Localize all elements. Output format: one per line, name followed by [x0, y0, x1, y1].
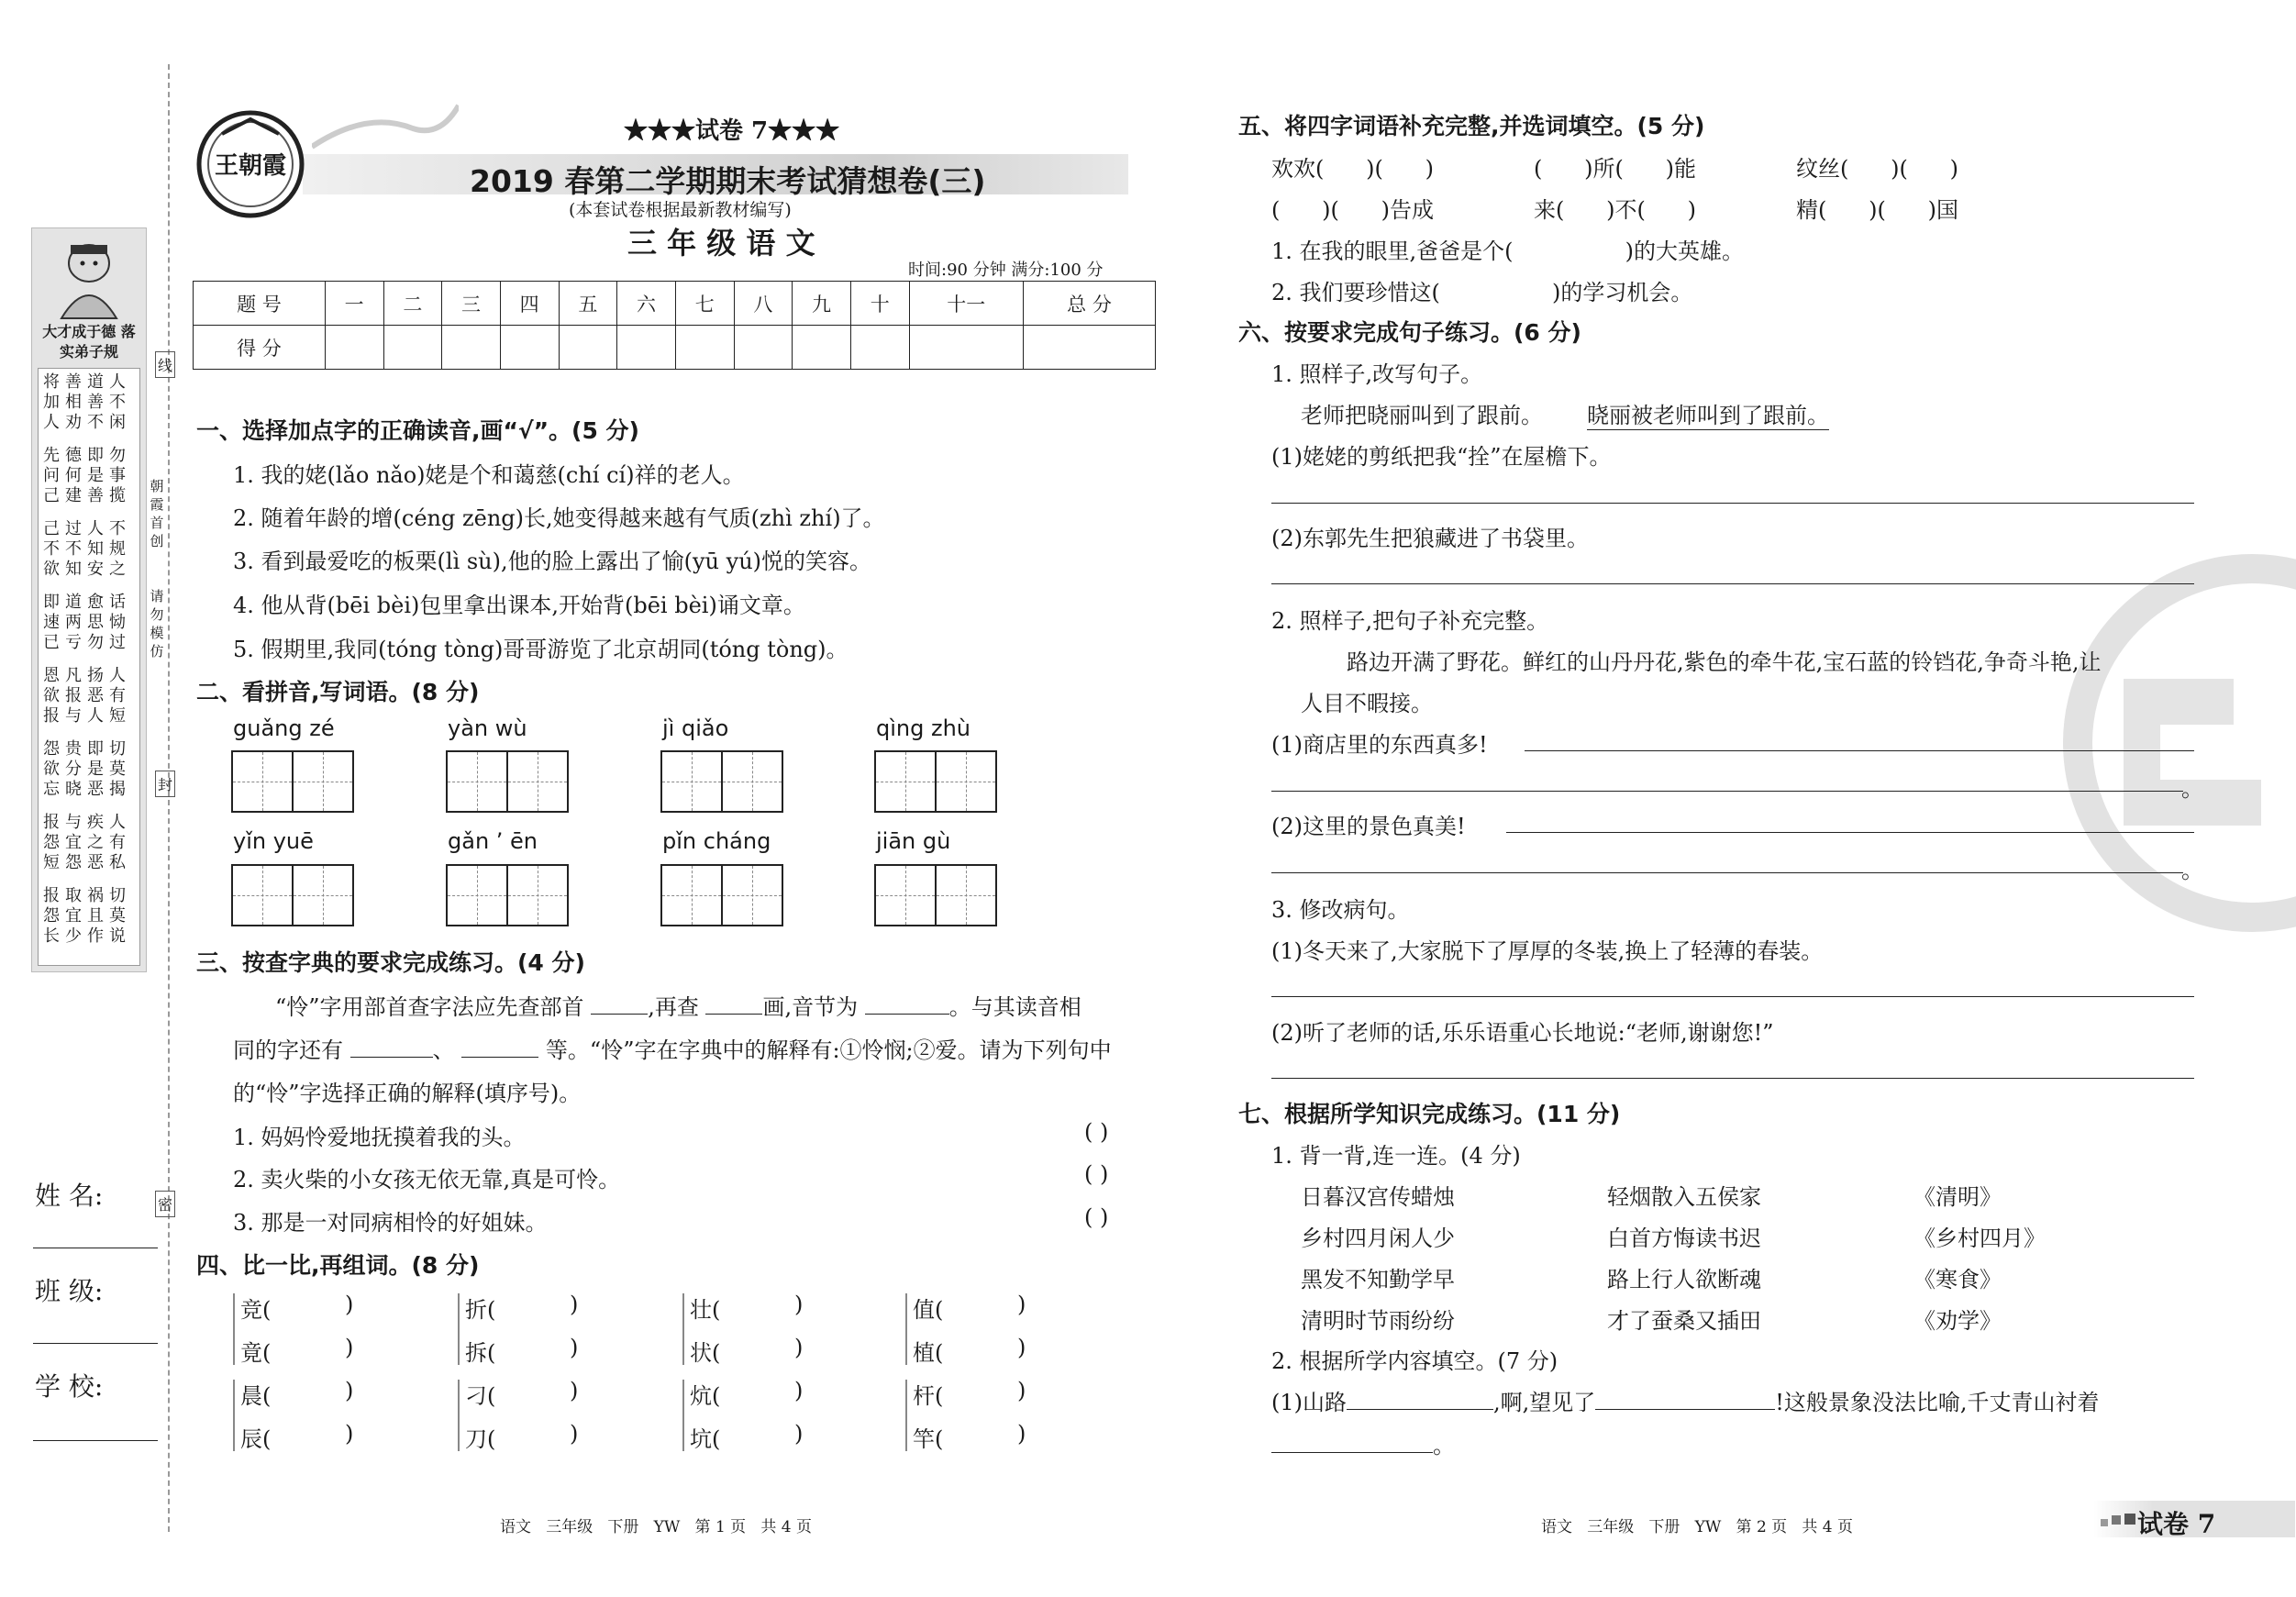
s3-answer-2[interactable]: ( ) — [1084, 1161, 1109, 1187]
score-header-cell: 八 — [734, 282, 793, 326]
s7-text: 。 — [1433, 1433, 1455, 1458]
s6-answer-line-4[interactable] — [1271, 791, 2183, 792]
pinyin-label: pǐn cháng — [662, 828, 771, 854]
score-header-cell: 题 号 — [194, 282, 326, 326]
score-cell[interactable] — [383, 326, 442, 370]
s6-answer-line-3[interactable] — [1525, 750, 2194, 751]
s3-answer-1[interactable]: ( ) — [1084, 1119, 1109, 1145]
rules-column: 疾 之 恶 — [87, 813, 104, 872]
character-box[interactable] — [874, 750, 937, 813]
section6-title: 六、按要求完成句子练习。(6 分) — [1238, 319, 1581, 346]
word-prompt: 晨( — [240, 1383, 272, 1409]
poem-line[interactable]: 路上行人欲断魂 — [1607, 1267, 1761, 1292]
time-score: 时间:90 分钟 满分:100 分 — [908, 261, 1104, 280]
character-box[interactable] — [292, 750, 354, 813]
s7-q1: 1. 背一背,连一连。(4 分) — [1271, 1143, 1521, 1169]
character-box[interactable] — [935, 750, 997, 813]
word-prompt: 辰( — [240, 1426, 272, 1452]
s3-item-1: 1. 妈妈怜爱地抚摸着我的头。 — [233, 1125, 526, 1150]
section7-title: 七、根据所学知识完成练习。(11 分) — [1238, 1101, 1621, 1127]
cut-mark-secret: 密 — [155, 1191, 175, 1217]
score-table — [193, 281, 1156, 370]
strokes-blank[interactable] — [705, 1014, 762, 1015]
score-cell[interactable] — [734, 326, 793, 370]
rules-column: 取 宜 少 — [65, 886, 82, 946]
word-answer-close[interactable]: ) — [345, 1292, 354, 1317]
rules-column: 将 加 人 — [43, 372, 60, 432]
s3-text: 。与其读音相 — [948, 994, 1081, 1020]
s7-text: !这般景象没法比喻,千丈青山衬着 — [1775, 1390, 2100, 1415]
brand-logo-text: 王朝霞 — [214, 152, 286, 180]
pinyin-label: guǎng zé — [233, 715, 335, 741]
vertical-note: 朝 霞 首 创 请 勿 模 仿 — [150, 478, 164, 660]
score-row-label: 得 分 — [194, 326, 326, 370]
s7-text: ,啊,望见了 — [1493, 1390, 1596, 1415]
s3-text: 、 — [432, 1037, 455, 1063]
footer-right: 语文 三年级 下册 YW 第 2 页 共 4 页 — [1541, 1518, 1853, 1536]
s1-item-4: 4. 他从背(bēi bèi)包里拿出课本,开始背(bēi bèi)诵文章。 — [233, 593, 805, 618]
word-answer-close[interactable]: ) — [794, 1335, 804, 1360]
grade-subject: 三 年 级 语 文 — [627, 226, 815, 261]
poem-line[interactable]: 日暮汉宫传蜡烛 — [1301, 1184, 1455, 1210]
score-header-cell: 七 — [675, 282, 734, 326]
score-cell[interactable] — [559, 326, 617, 370]
pinyin-label: jì qiǎo — [662, 715, 729, 741]
s6-end-mark: 。 — [2181, 858, 2203, 883]
s6-answer-line-5[interactable] — [1506, 832, 2194, 833]
word-answer-close[interactable]: ) — [1017, 1292, 1026, 1317]
poem-title[interactable]: 《寒食》 — [1913, 1267, 2002, 1292]
exam-subtitle: (本套试卷根据最新教材编写) — [569, 200, 792, 220]
exam-title: 2019 春第二学期期末考试猜想卷(三) — [470, 163, 986, 199]
word-prompt: 杆( — [913, 1383, 944, 1409]
score-cell[interactable] — [1024, 326, 1156, 370]
score-cell[interactable] — [442, 326, 501, 370]
s5-idiom-6: 精( )( )国 — [1796, 197, 1958, 223]
character-box[interactable] — [721, 750, 783, 813]
score-cell[interactable] — [909, 326, 1023, 370]
s1-item-1: 1. 我的姥(lǎo nǎo)姥是个和蔼慈(chí cí)祥的老人。 — [233, 462, 745, 488]
score-header-cell: 一 — [325, 282, 383, 326]
s3-item-3: 3. 那是一对同病相怜的好姐妹。 — [233, 1210, 548, 1236]
s5-idiom-5: 来( )不( ) — [1534, 197, 1696, 223]
word-answer-close[interactable]: ) — [1017, 1378, 1026, 1403]
poem-title[interactable]: 《劝学》 — [1913, 1308, 2002, 1334]
ribbon-decoration — [312, 101, 459, 156]
badge-decoration — [2101, 1512, 2135, 1536]
s6-q3b: (2)听了老师的话,乐乐语重心长地说:“老师,谢谢您!” — [1271, 1020, 1774, 1046]
word-prompt: 刀( — [465, 1426, 496, 1452]
character-box[interactable] — [231, 750, 294, 813]
s3-text: 同的字还有 — [233, 1037, 343, 1063]
word-answer-close[interactable]: ) — [570, 1292, 579, 1317]
score-cell[interactable] — [325, 326, 383, 370]
rules-column: 勿 事 揽 — [109, 446, 126, 505]
word-answer-close[interactable]: ) — [794, 1292, 804, 1317]
pinyin-label: yǐn yuē — [233, 828, 314, 854]
score-header-cell: 四 — [500, 282, 559, 326]
s5-item-1: 1. 在我的眼里,爸爸是个( )的大英雄。 — [1271, 238, 1744, 264]
homophone-blank-2[interactable] — [461, 1057, 538, 1058]
word-prompt: 刁( — [465, 1383, 496, 1409]
radical-blank[interactable] — [591, 1014, 648, 1015]
rules-column: 与 宜 怨 — [65, 813, 82, 872]
word-prompt: 状( — [690, 1340, 721, 1366]
watermark-stamp — [2023, 550, 2296, 936]
word-prompt: 炕( — [690, 1383, 721, 1409]
s7-q2: 2. 根据所学内容填空。(7 分) — [1271, 1348, 1558, 1374]
rules-column: 祸 且 作 — [87, 886, 104, 946]
word-answer-close[interactable]: ) — [1017, 1421, 1026, 1447]
s5-idiom-1: 欢欢( )( ) — [1271, 156, 1434, 182]
rules-column: 善 相 劝 — [65, 372, 82, 432]
s3-text: 画,音节为 — [762, 994, 859, 1020]
word-answer-close[interactable]: ) — [570, 1335, 579, 1360]
rules-column: 愈 思 勿 — [87, 593, 104, 652]
score-header-row — [194, 282, 1156, 326]
rules-column: 人 有 短 — [109, 666, 126, 726]
rules-column: 即 速 已 — [43, 593, 60, 652]
poem-title[interactable]: 《清明》 — [1913, 1184, 2002, 1210]
s7-q2-line2 — [1271, 1427, 1455, 1459]
s6-q1b: (2)东郭先生把狼藏进了书袋里。 — [1271, 526, 1589, 551]
word-prompt: 植( — [913, 1340, 944, 1366]
score-cell[interactable] — [675, 326, 734, 370]
school-field[interactable] — [33, 1440, 158, 1441]
s6-example-1b: 晓丽被老师叫到了跟前。 — [1587, 397, 1829, 430]
s6-answer-line-8[interactable] — [1271, 1078, 2194, 1079]
scholar-illustration — [49, 236, 129, 320]
pinyin-label: yàn wù — [448, 715, 527, 741]
word-answer-close[interactable]: ) — [1017, 1335, 1026, 1360]
rules-column: 报 怨 长 — [43, 886, 60, 946]
word-prompt: 竞( — [240, 1297, 272, 1323]
word-answer-close[interactable]: ) — [345, 1378, 354, 1403]
s6-answer-line-2[interactable] — [1271, 583, 2194, 584]
s6-answer-line-6[interactable] — [1271, 872, 2183, 873]
s3-text: 等。“怜”字在字典中的解释有:①怜悯;②爱。请为下列句中 — [545, 1037, 1112, 1063]
rules-column: 道 善 不 — [87, 372, 104, 432]
character-box[interactable] — [231, 864, 294, 926]
score-cell[interactable] — [617, 326, 676, 370]
class-label: 班 级: — [35, 1276, 104, 1306]
score-header-cell: 五 — [559, 282, 617, 326]
homophone-blank-1[interactable] — [350, 1057, 433, 1058]
s6-example-2a: 路边开满了野花。鲜红的山丹丹花,紫色的牵牛花,宝石蓝的铃铛花,争奇斗艳,让 — [1347, 649, 2102, 675]
character-box[interactable] — [660, 864, 723, 926]
word-prompt: 竟( — [240, 1340, 272, 1366]
s5-item-2: 2. 我们要珍惜这( )的学习机会。 — [1271, 280, 1693, 305]
brand-logo — [194, 108, 306, 220]
rules-column: 过 不 知 — [65, 519, 82, 579]
name-label: 姓 名: — [35, 1181, 104, 1211]
character-box[interactable] — [506, 864, 569, 926]
page-badge-text: 试卷 7 — [2137, 1509, 2216, 1539]
s3-text: ,再查 — [648, 994, 699, 1020]
word-answer-close[interactable]: ) — [570, 1421, 579, 1447]
character-box[interactable] — [935, 864, 997, 926]
s6-example-1a: 老师把晓丽叫到了跟前。 — [1301, 403, 1543, 428]
rules-column: 凡 报 与 — [65, 666, 82, 726]
s6-q2: 2. 照样子,把句子补充完整。 — [1271, 608, 1549, 634]
poem-line[interactable]: 黑发不知勤学早 — [1301, 1267, 1455, 1292]
pinyin-label: jiān gù — [876, 828, 951, 854]
rules-column: 贵 分 晓 — [65, 739, 82, 799]
word-prompt: 竿( — [913, 1426, 944, 1452]
s6-q2a: (1)商店里的东西真多! — [1271, 732, 1488, 758]
s7-text: (1)山路 — [1271, 1390, 1347, 1415]
word-answer-close[interactable]: ) — [345, 1335, 354, 1360]
poem-line[interactable]: 才了蚕桑又插田 — [1607, 1308, 1761, 1334]
rules-column: 德 何 建 — [65, 446, 82, 505]
s6-q3: 3. 修改病句。 — [1271, 897, 1410, 923]
character-box[interactable] — [446, 750, 508, 813]
rules-column: 话 恸 过 — [109, 593, 126, 652]
score-cell[interactable] — [500, 326, 559, 370]
word-prompt: 折( — [465, 1297, 496, 1323]
rules-column: 道 两 亏 — [65, 593, 82, 652]
class-field[interactable] — [33, 1343, 158, 1344]
pinyin-label: qìng zhù — [876, 715, 971, 741]
word-answer-close[interactable]: ) — [794, 1421, 804, 1447]
s3-answer-3[interactable]: ( ) — [1084, 1204, 1109, 1230]
dashed-fold-line — [168, 64, 170, 1532]
s6-end-mark: 。 — [2181, 776, 2203, 802]
rules-column: 人 知 安 — [87, 519, 104, 579]
word-prompt: 壮( — [690, 1297, 721, 1323]
footer-left: 语文 三年级 下册 YW 第 1 页 共 4 页 — [500, 1518, 812, 1536]
word-prompt: 值( — [913, 1297, 944, 1323]
syllable-blank[interactable] — [865, 1014, 949, 1015]
s5-idiom-2: ( )所( )能 — [1534, 156, 1696, 182]
s6-q2b: (2)这里的景色真美! — [1271, 814, 1466, 839]
s3-paragraph-line1 — [275, 989, 1081, 1021]
score-header-cell: 十一 — [909, 282, 1023, 326]
character-box[interactable] — [721, 864, 783, 926]
score-header-cell: 三 — [442, 282, 501, 326]
rules-column: 切 莫 说 — [109, 886, 126, 946]
rules-column: 报 怨 短 — [43, 813, 60, 872]
s1-item-3: 3. 看到最爱吃的板栗(lì sù),他的脸上露出了愉(yū yú)悦的笑容。 — [233, 549, 872, 574]
word-answer-close[interactable]: ) — [570, 1378, 579, 1403]
poem-line[interactable]: 白首方悔读书迟 — [1607, 1225, 1761, 1251]
cut-mark-seal: 封 — [155, 771, 175, 797]
section5-title: 五、将四字词语补充完整,并选词填空。(5 分) — [1238, 113, 1705, 139]
s6-q1: 1. 照样子,改写句子。 — [1271, 361, 1483, 387]
motto-text: 大才成于德 落实弟子规 — [42, 323, 136, 360]
s6-q3a: (1)冬天来了,大家脱下了厚厚的冬装,换上了轻薄的春装。 — [1271, 938, 1824, 964]
s6-answer-line-1[interactable] — [1271, 503, 2194, 504]
rules-column: 怨 欲 忘 — [43, 739, 60, 799]
score-value-row — [194, 326, 1156, 370]
exam-number: ★★★试卷 7★★★ — [624, 117, 840, 145]
s5-idiom-3: 纹丝( )( ) — [1796, 156, 1958, 182]
word-answer-close[interactable]: ) — [345, 1421, 354, 1447]
word-prompt: 拆( — [465, 1340, 496, 1366]
s3-text: “怜”字用部首查字法应先查部首 — [275, 994, 584, 1020]
rules-column: 即 是 善 — [87, 446, 104, 505]
poem-line[interactable]: 清明时节雨纷纷 — [1301, 1308, 1455, 1334]
word-prompt: 坑( — [690, 1426, 721, 1452]
section3-title: 三、按查字典的要求完成练习。(4 分) — [196, 949, 585, 976]
poem-line[interactable]: 轻烟散入五侯家 — [1607, 1184, 1761, 1210]
section4-title: 四、比一比,再组词。(8 分) — [196, 1252, 480, 1279]
s6-answer-line-7[interactable] — [1271, 996, 2194, 997]
character-box[interactable] — [660, 750, 723, 813]
score-cell[interactable] — [850, 326, 909, 370]
rules-column: 切 莫 揭 — [109, 739, 126, 799]
score-cell[interactable] — [793, 326, 851, 370]
rules-column: 扬 恶 人 — [87, 666, 104, 726]
s6-example-2b: 人目不暇接。 — [1301, 691, 1433, 716]
rules-column: 先 问 己 — [43, 446, 60, 505]
s3-paragraph-line3: 的“怜”字选择正确的解释(填序号)。 — [233, 1081, 582, 1106]
score-header-cell: 九 — [793, 282, 851, 326]
rules-column: 己 不 欲 — [43, 519, 60, 579]
character-box[interactable] — [874, 864, 937, 926]
section1-title: 一、选择加点字的正确读音,画“√”。(5 分) — [196, 417, 639, 444]
character-box[interactable] — [506, 750, 569, 813]
poem-title[interactable]: 《乡村四月》 — [1913, 1225, 2046, 1251]
s7-blank-1[interactable] — [1347, 1409, 1493, 1410]
score-header-cell: 六 — [617, 282, 676, 326]
s1-item-5: 5. 假期里,我同(tóng tòng)哥哥游览了北京胡同(tóng tòng)。 — [233, 637, 849, 662]
rules-column: 即 是 恶 — [87, 739, 104, 799]
s3-paragraph-line2 — [233, 1032, 1112, 1064]
section2-title: 二、看拼音,写词语。(8 分) — [196, 679, 480, 705]
character-box[interactable] — [292, 864, 354, 926]
score-header-cell: 二 — [383, 282, 442, 326]
score-header-cell: 总 分 — [1024, 282, 1156, 326]
rules-column: 人 有 私 — [109, 813, 126, 872]
rules-column: 人 不 闲 — [109, 372, 126, 432]
s3-item-2: 2. 卖火柴的小女孩无依无靠,真是可怜。 — [233, 1167, 621, 1192]
score-header-cell: 十 — [850, 282, 909, 326]
s7-blank-3[interactable] — [1271, 1452, 1433, 1453]
s1-item-2: 2. 随着年龄的增(céng zēng)长,她变得越来越有气质(zhì zhí)了。 — [233, 505, 885, 531]
poem-line[interactable]: 乡村四月闲人少 — [1301, 1225, 1455, 1251]
rules-column: 恩 欲 报 — [43, 666, 60, 726]
school-label: 学 校: — [35, 1371, 104, 1402]
cut-mark-line: 线 — [155, 351, 175, 378]
s7-q2-line1 — [1271, 1384, 2100, 1416]
s6-q1a: (1)姥姥的剪纸把我“拴”在屋檐下。 — [1271, 444, 1612, 470]
s5-idiom-4: ( )( )告成 — [1271, 197, 1434, 223]
s7-blank-2[interactable] — [1595, 1409, 1775, 1410]
rules-column: 不 规 之 — [109, 519, 126, 579]
word-answer-close[interactable]: ) — [794, 1378, 804, 1403]
pinyin-label: gǎn ’ ēn — [448, 828, 538, 854]
character-box[interactable] — [446, 864, 508, 926]
